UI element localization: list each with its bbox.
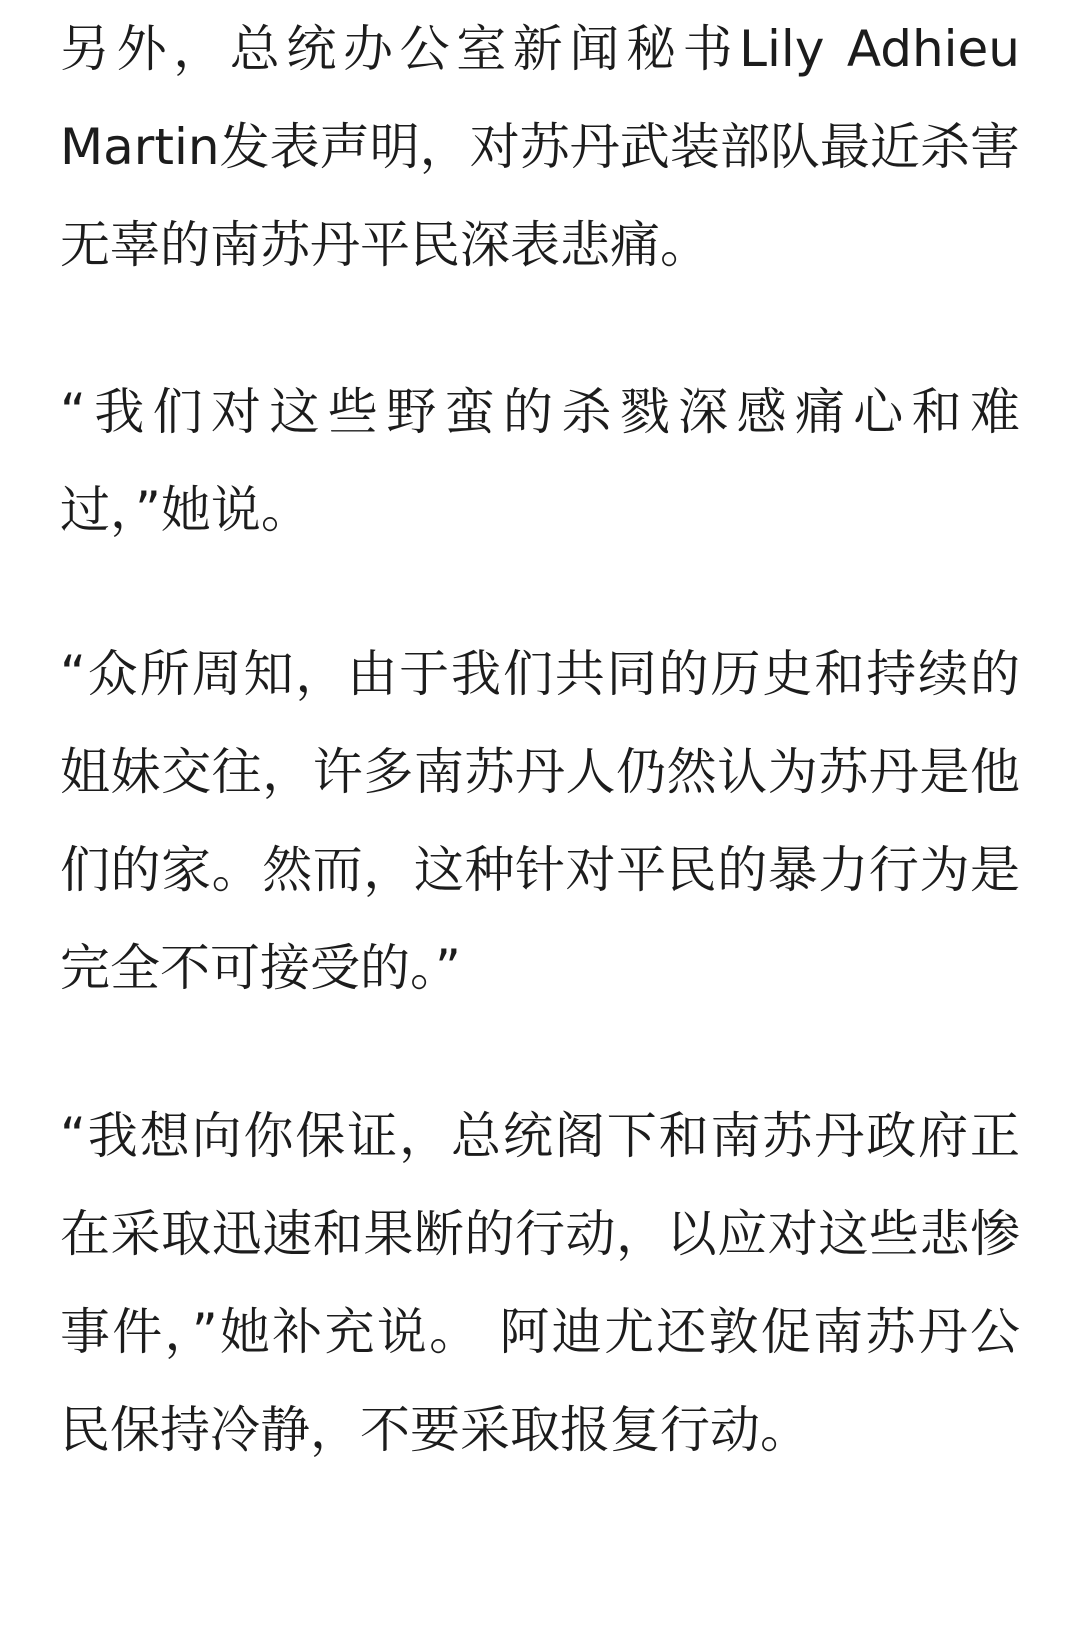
paragraph-press-statement: 另外，总统办公室新闻秘书Lily Adhieu Martin发表声明，对苏丹武装部队最近杀害无辜的南苏丹平民深表悲痛。 xyxy=(60,20,1020,274)
paragraph-quote-government-action: “我想向你保证，总统阁下和南苏丹政府正在采取迅速和果断的行动，以应对这些悲惨事件，”她补充说。 阿迪尤还敦促南苏丹公民保持冷静，不要采取报复行动。 xyxy=(60,1107,1020,1459)
paragraph-quote-shared-history: “众所周知，由于我们共同的历史和持续的姐妹交往，许多南苏丹人仍然认为苏丹是他们的家。然而，这种针对平民的暴力行为是完全不可接受的。” xyxy=(60,645,1020,997)
paragraph-quote-grief: “我们对这些野蛮的杀戮深感痛心和难过，”她说。 xyxy=(60,383,1020,539)
